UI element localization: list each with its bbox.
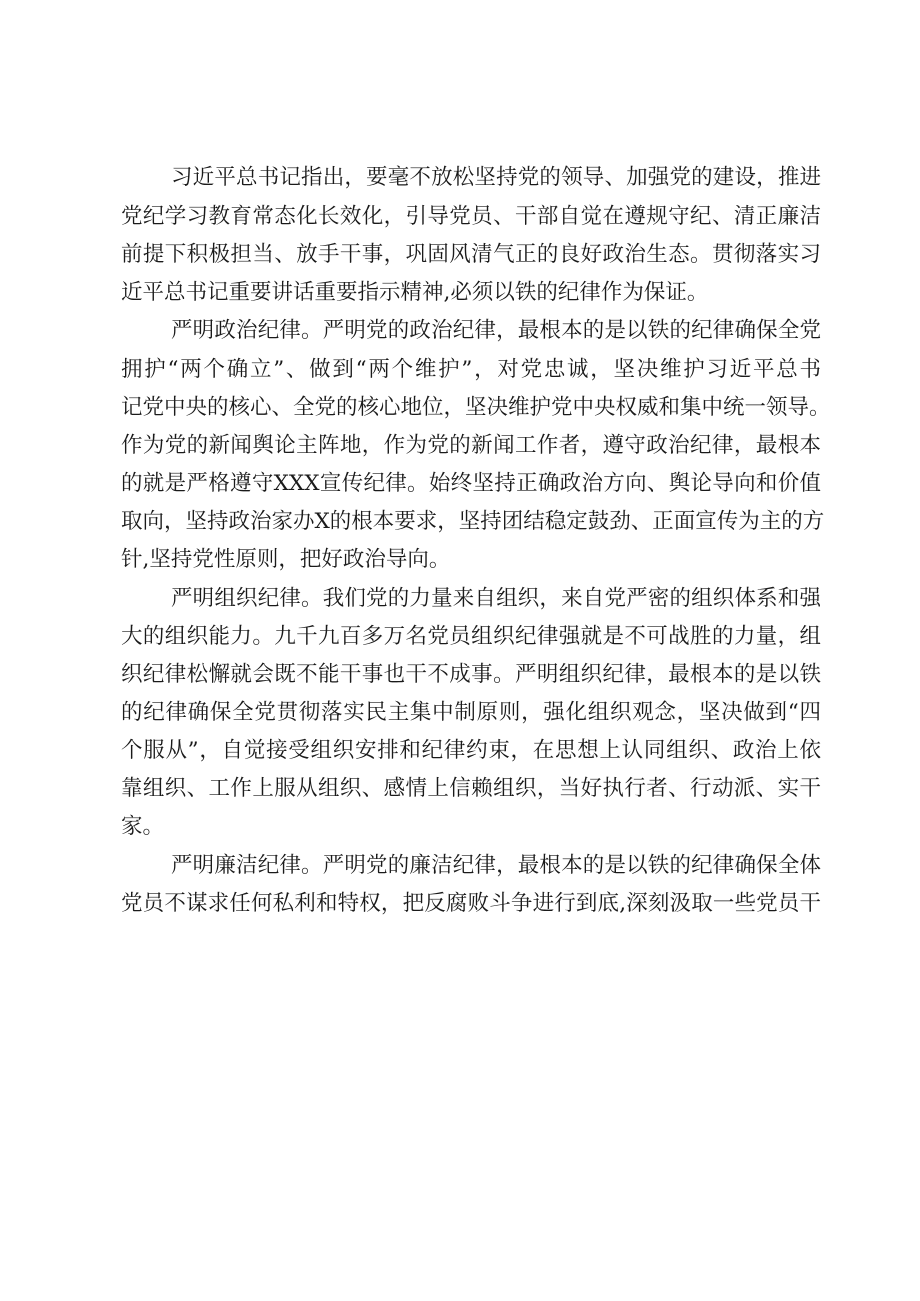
text-line: 作为党的新闻舆论主阵地，作为党的新闻工作者，遵守政治纪律，最根本 <box>121 433 821 458</box>
text-line: 严明组织纪律。我们党的力量来自组织，来自党严密的组织体系和强 <box>171 586 821 611</box>
text-line: 靠组织、工作上服从组织、感情上信赖组织，当好执行者、行动派、实干 <box>121 776 821 801</box>
text-line: 拥护“两个确立”、做到“两个维护”，对党忠诚，坚决维护习近平总书 <box>121 357 821 382</box>
text-line: 家。 <box>121 814 165 839</box>
text-line: 近平总书记重要讲话重要指示精神,必须以铁的纪律作为保证。 <box>121 280 709 305</box>
text-line: 针,坚持党性原则，把好政治导向。 <box>121 547 451 572</box>
text-line: 党纪学习教育常态化长效化，引导党员、干部自觉在遵规守纪、清正廉洁 <box>121 204 821 229</box>
text-line: 严明政治纪律。严明党的政治纪律，最根本的是以铁的纪律确保全党 <box>171 318 821 343</box>
text-line: 前提下积极担当、放手干事，巩固风清气正的良好政治生态。贯彻落实习 <box>121 242 821 267</box>
text-line: 大的组织能力。九千九百多万名党员组织纪律强就是不可战胜的力量，组 <box>121 624 821 649</box>
text-line: 个服从”，自觉接受组织安排和纪律约束，在思想上认同组织、政治上依 <box>121 738 821 763</box>
text-line: 取向，坚持政治家办X的根本要求，坚持团结稳定鼓劲、正面宣传为主的方 <box>121 509 825 534</box>
document-body <box>121 163 831 916</box>
text-line: 党员不谋求任何私利和特权，把反腐败斗争进行到底,深刻汲取一些党员干 <box>121 891 821 916</box>
text-line: 记党中央的核心、全党的核心地位，坚决维护党中央权威和集中统一领导。 <box>121 395 831 420</box>
text-line: 习近平总书记指出，要毫不放松坚持党的领导、加强党的建设，推进 <box>171 165 821 190</box>
text-line: 的就是严格遵守XXX宣传纪律。始终坚持正确政治方向、舆论导向和价值 <box>121 471 821 496</box>
text-line: 的纪律确保全党贯彻落实民主集中制原则，强化组织观念，坚决做到“四 <box>121 700 821 725</box>
text-line: 严明廉洁纪律。严明党的廉洁纪律，最根本的是以铁的纪律确保全体 <box>171 853 821 878</box>
paragraph-1 <box>121 163 821 305</box>
paragraph-2 <box>121 283 831 572</box>
text-line: 织纪律松懈就会既不能干事也干不成事。严明组织纪律，最根本的是以铁 <box>121 662 821 687</box>
